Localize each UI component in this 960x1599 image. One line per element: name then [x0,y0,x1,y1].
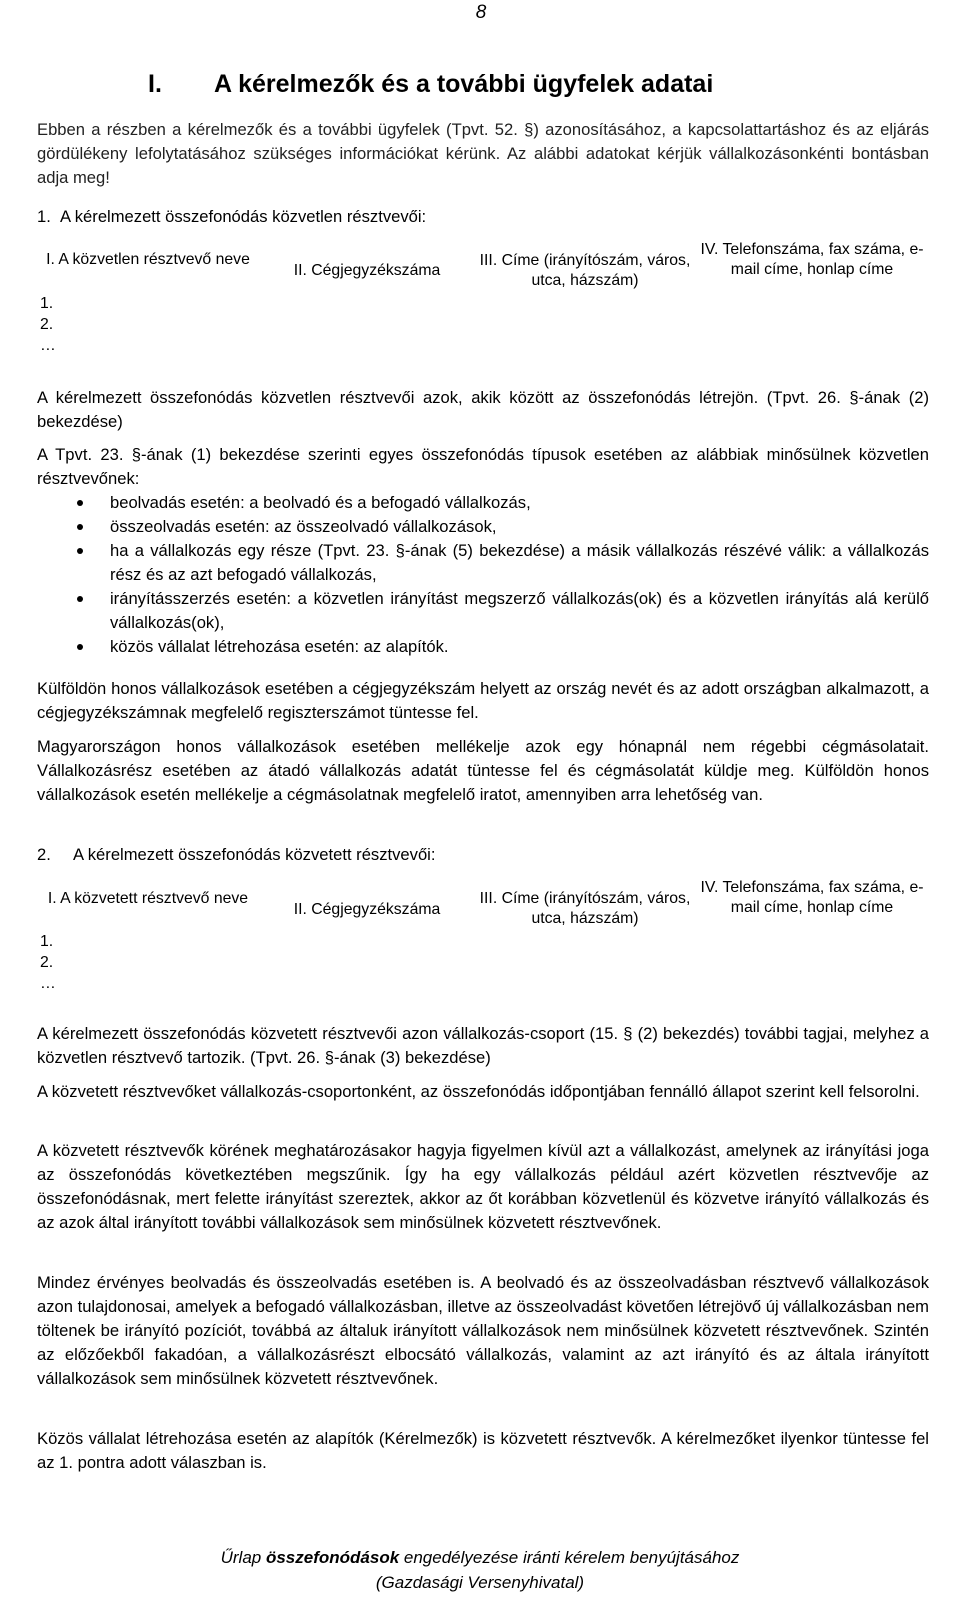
list-item: összeolvadás esetén: az összeolvadó vállalkozások, [37,515,929,539]
table1-rows [37,291,929,356]
section2-number: 2. [37,845,51,864]
section2-para1: A kérelmezett összefonódás közvetett résztvevői azon vállalkozás-csoport (15. § (2) bekezdés) további tagjai, melyhez a közvetlen résztvevő tartozik. (Tpvt. 26. §-ának (3) bekezdése) [37,1024,929,1067]
section2-para3: A közvetett résztvevők körének meghatározásakor hagyja figyelmen kívül azt a vállalkozást, amelynek az irányítási joga az összefonódás következtében megszűnik. Így ha egy vállalkozás például azért közvetlen résztvevője az összefonódásnak, mert felette irányítást szereztek, akkor az őt korábban közvetlenül és közvetve irányító vállalkozás és az azok által irányított további vállalkozások sem minősülnek közvetett résztvevőnek. [37,1141,929,1232]
footer-line2: (Gazdasági Versenyhivatal) [375,1573,585,1592]
table2-row-1: 1. [40,933,54,950]
indirect-participants-table [37,878,929,994]
section1-para2: A Tpvt. 23. §-ának (1) bekezdése szerinti egyes összefonódás típusok esetében az alábbiak minősülnek közvetlen résztvevőnek: [37,445,929,488]
bullet-icon [77,596,83,602]
section1-number: 1. [37,207,51,226]
section1-para3: Külföldön honos vállalkozások esetében a cégjegyzékszám helyett az ország nevét és az adott országban alkalmazott, a cégjegyzékszámnak megfelelő regiszterszámot tüntesse fel. [37,679,929,722]
list-item: közös vállalat létrehozása esetén: az alapítók. [37,635,929,659]
table2-header-name: I. A közvetett résztvevő neve [47,890,249,907]
list-item: irányításszerzés esetén: a közvetlen irányítást megszerző vállalkozás(ok) és a közvetlen irányítás alá kerülő vállalkozás(ok), [37,587,929,635]
bullet-icon [77,644,83,650]
table1-header-name: I. A közvetlen résztvevő neve [46,251,250,268]
table1-header-contact: IV. Telefonszáma, fax száma, e-mail címe, honlap címe [700,241,924,278]
bullet-icon [77,548,83,554]
section-heading [148,70,713,99]
table2-row-2: 2. [40,954,54,971]
list-item: ha a vállalkozás egy része (Tpvt. 23. §-ának (5) bekezdése) a másik vállalkozás részévé válik: a vállalkozás rész és az azt befogadó vállalkozás, [37,539,929,587]
section2-para2: A közvetett résztvevőket vállalkozás-csoportonként, az összefonódás időpontjában fennálló állapot szerint kell felsorolni. [37,1082,920,1101]
table2-header-address: III. Címe (irányítószám, város, utca, házszám) [479,890,691,927]
page-number: 8 [475,2,487,23]
table2-header-contact: IV. Telefonszáma, fax száma, e-mail címe, honlap címe [700,879,924,916]
bullet-icon [77,500,83,506]
section1-title [37,205,426,229]
heading-title: A kérelmezők és a további ügyfelek adatai [214,70,714,98]
table2-rows [37,929,929,994]
section2-title [37,843,435,867]
participant-types-list [37,491,929,659]
heading-roman: I. [148,70,162,98]
table1-header-address: III. Címe (irányítószám, város, utca, házszám) [479,252,691,289]
table2-header-regno: II. Cégjegyzékszáma [293,901,441,918]
table1-row-2: 2. [40,316,54,333]
bullet-icon [77,524,83,530]
section2-title-text: A kérelmezett összefonódás közvetett résztvevői: [73,845,436,864]
table1-row-more: … [40,337,56,354]
section1-para1: A kérelmezett összefonódás közvetlen résztvevői azok, akik között az összefonódás létrejön. (Tpvt. 26. §-ának (2) bekezdése) [37,388,929,431]
footer-line1: Űrlap összefonódások engedélyezése iránti kérelem benyújtásához [220,1548,740,1567]
section1-para4: Magyarországon honos vállalkozások esetében mellékelje azok egy hónapnál nem régebbi cégmásolatait. Vállalkozásrész esetében az átadó vállalkozás adatát tüntesse fel és cégmásolatát küldje meg. Külföldön honos vállalkozások esetén mellékelje a cégmásolatnak megfelelő iratot, amennyiben arra lehetőség van. [37,737,929,804]
table2-row-more: … [40,975,56,992]
section2-para5: Közös vállalat létrehozása esetén az alapítók (Kérelmezők) is közvetett résztvevők. A kérelmezőket ilyenkor tüntesse fel az 1. pontra adott válaszban is. [37,1429,929,1472]
list-item: beolvadás esetén: a beolvadó és a befogadó vállalkozás, [37,491,929,515]
intro-paragraph: Ebben a részben a kérelmezők és a további ügyfelek (Tpvt. 52. §) azonosításához, a kapcsolattartáshoz és az eljárás gördülékeny lefolytatásához szükséges információkat kérünk. Az alábbi adatokat kérjük vállalkozásonkénti bontásban adja meg! [37,120,929,187]
section1-title-text: A kérelmezett összefonódás közvetlen résztvevői: [60,207,427,226]
table1-header-regno: II. Cégjegyzékszáma [293,262,441,279]
table1-row-1: 1. [40,295,54,312]
section2-para4: Mindez érvényes beolvadás és összeolvadás esetében is. A beolvadó és az összeolvadásban résztvevő vállalkozások azon tulajdonosai, amelyek a befogadó vállalkozásban, illetve az összeolvadást követően létrejövő új vállalkozásban nem töltenek be irányító pozíciót, továbbá az általuk irányított vállalkozások nem minősülnek közvetett résztvevőnek. Szintén az előzőekből fakadóan, a vállalkozásrészt elbocsátó vállalkozás, valamint az azt irányító és az általa irányított vállalkozások sem minősülnek közvetett résztvevőnek. [37,1273,929,1388]
page-footer [0,1545,960,1595]
direct-participants-table [37,240,929,356]
